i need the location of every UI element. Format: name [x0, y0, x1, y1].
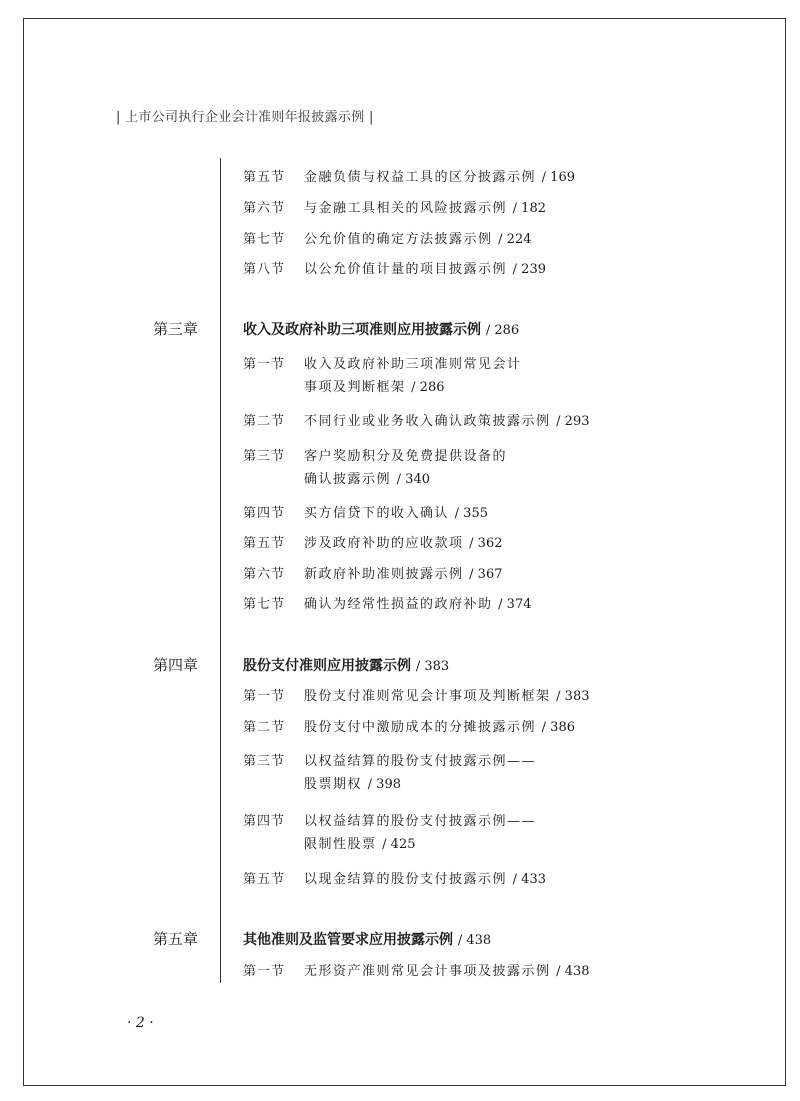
section-title: 限制性股票	[304, 837, 377, 852]
section-page: / 398	[367, 777, 401, 792]
section-title: 股票期权	[304, 777, 363, 792]
page-number: · 2 ·	[127, 1015, 154, 1031]
section-label: 第一节	[243, 689, 286, 704]
section-label: 第八节	[243, 262, 286, 277]
chapter-page: / 383	[415, 659, 450, 674]
section-label: 第六节	[243, 567, 286, 582]
section-entry[interactable]	[304, 716, 575, 735]
section-label: 第七节	[243, 597, 286, 612]
chapter-entry[interactable]	[243, 929, 491, 949]
section-label: 第一节	[243, 357, 286, 372]
section-entry[interactable]	[304, 228, 531, 247]
toc-divider-line	[220, 158, 221, 983]
section-label: 第二节	[243, 720, 286, 735]
section-page: / 374	[498, 597, 532, 612]
section-entry[interactable]	[304, 868, 546, 887]
section-page: / 425	[382, 837, 416, 852]
section-entry[interactable]: 收入及政府补助三项准则常见会计	[304, 357, 522, 372]
section-entry-continued[interactable]	[304, 773, 401, 792]
section-label: 第五节	[243, 872, 286, 887]
chapter-title: 其他准则及监管要求应用披露示例	[243, 932, 453, 948]
section-entry[interactable]	[304, 593, 531, 612]
section-label: 第五节	[243, 536, 286, 551]
section-page: / 433	[512, 872, 546, 887]
section-page: / 182	[512, 201, 546, 216]
section-title: 股份支付准则常见会计事项及判断框架	[304, 689, 551, 704]
section-title: 不同行业或业务收入确认政策披露示例	[304, 414, 551, 429]
chapter-page: / 286	[485, 323, 520, 338]
section-title: 确认为经常性损益的政府补助	[304, 597, 493, 612]
section-title: 股份支付中激励成本的分摊披露示例	[304, 720, 537, 735]
section-page: / 362	[469, 536, 503, 551]
section-title: 事项及判断框架	[304, 380, 406, 395]
section-page: / 383	[556, 689, 590, 704]
section-entry-continued[interactable]	[304, 376, 444, 395]
section-entry[interactable]	[304, 532, 502, 551]
section-label: 第二节	[243, 414, 286, 429]
chapter-label: 第四章	[153, 656, 199, 674]
chapter-label: 第三章	[153, 320, 199, 338]
section-entry[interactable]	[304, 197, 546, 216]
section-entry[interactable]	[304, 563, 502, 582]
section-entry[interactable]	[304, 410, 589, 429]
chapter-page: / 438	[457, 933, 492, 948]
section-label: 第五节	[243, 170, 286, 185]
section-title: 以现金结算的股份支付披露示例	[304, 872, 508, 887]
section-page: / 169	[541, 170, 575, 185]
running-header: | 上市公司执行企业会计准则年报披露示例 |	[116, 110, 374, 125]
section-entry[interactable]: 以权益结算的股份支付披露示例——	[304, 814, 537, 829]
section-title: 新政府补助准则披露示例	[304, 567, 464, 582]
section-label: 第四节	[243, 506, 286, 521]
chapter-title: 股份支付准则应用披露示例	[243, 658, 411, 674]
section-label: 第七节	[243, 232, 286, 247]
section-label: 第四节	[243, 814, 286, 829]
section-entry[interactable]	[304, 502, 488, 521]
section-entry[interactable]	[304, 685, 589, 704]
chapter-title: 收入及政府补助三项准则应用披露示例	[243, 322, 481, 338]
section-entry-continued[interactable]	[304, 468, 430, 487]
section-title: 确认披露示例	[304, 472, 392, 487]
section-label: 第三节	[243, 449, 286, 464]
section-entry[interactable]: 客户奖励积分及免费提供设备的	[304, 449, 508, 464]
section-entry[interactable]	[304, 258, 546, 277]
section-label: 第三节	[243, 754, 286, 769]
section-label: 第一节	[243, 964, 286, 979]
section-entry[interactable]	[304, 960, 589, 979]
section-title: 买方信贷下的收入确认	[304, 506, 450, 521]
section-title: 公允价值的确定方法披露示例	[304, 232, 493, 247]
section-page: / 239	[512, 262, 546, 277]
section-title: 涉及政府补助的应收款项	[304, 536, 464, 551]
chapter-entry[interactable]	[243, 319, 519, 339]
section-page: / 355	[454, 506, 488, 521]
section-page: / 340	[396, 472, 430, 487]
section-page: / 286	[411, 380, 445, 395]
section-page: / 438	[556, 964, 590, 979]
section-page: / 293	[556, 414, 590, 429]
section-title: 无形资产准则常见会计事项及披露示例	[304, 964, 551, 979]
chapter-entry[interactable]	[243, 655, 449, 675]
chapter-label: 第五章	[153, 930, 199, 948]
section-title: 以公允价值计量的项目披露示例	[304, 262, 508, 277]
section-title: 金融负债与权益工具的区分披露示例	[304, 170, 537, 185]
section-page: / 224	[498, 232, 532, 247]
section-page: / 367	[469, 567, 503, 582]
section-title: 与金融工具相关的风险披露示例	[304, 201, 508, 216]
section-label: 第六节	[243, 201, 286, 216]
section-page: / 386	[541, 720, 575, 735]
section-entry-continued[interactable]	[304, 833, 415, 852]
section-entry[interactable]	[304, 166, 575, 185]
section-entry[interactable]: 以权益结算的股份支付披露示例——	[304, 754, 537, 769]
